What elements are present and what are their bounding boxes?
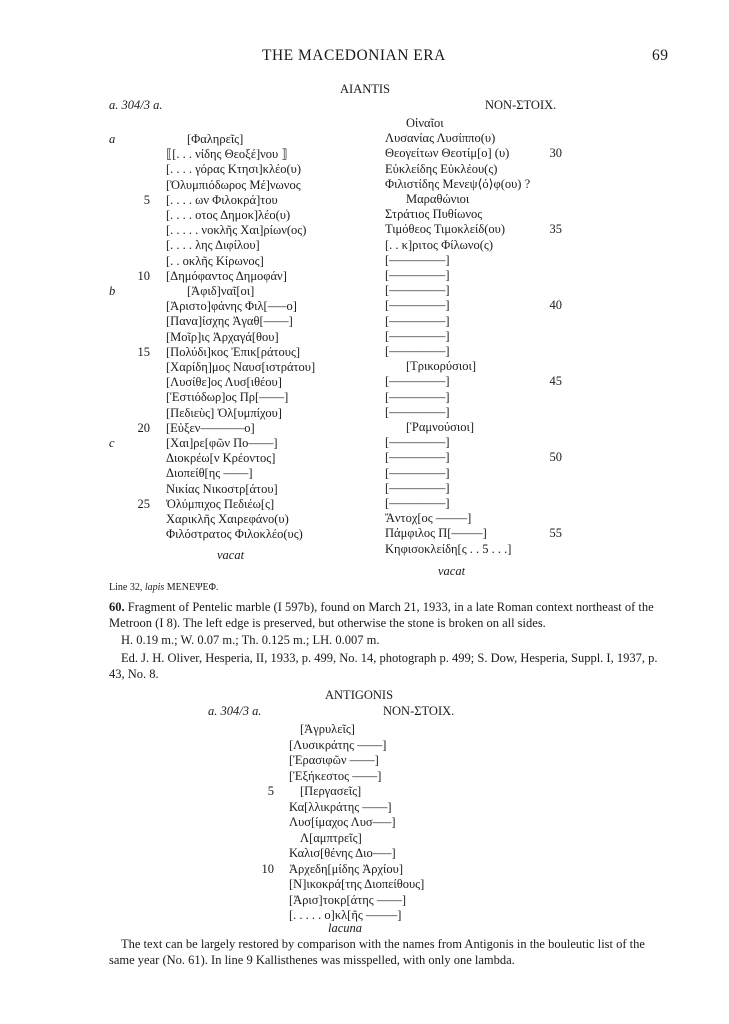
aiantis-title: AIANTIS — [340, 82, 390, 96]
running-title: THE MACEDONIAN ERA — [262, 47, 446, 64]
inscription-line: [Ἀφιδ]ναῖ[οι] — [187, 284, 255, 298]
inscription-line: ⟦[. . . νίδης Θεοξέ]νου ⟧ — [166, 147, 288, 162]
entry-dimensions: H. 0.19 m.; W. 0.07 m.; Th. 0.125 m.; LH. 0.007 m. — [121, 633, 380, 647]
line-number: 35 — [549, 222, 562, 237]
inscription-line: [. . . . . ο]κλ[ῆς –––––] — [289, 908, 402, 922]
inscription-line: [Ἐρασιφῶν ––––] — [289, 753, 379, 767]
inscription-line: [–––––––––] — [385, 328, 450, 343]
inscription-line: Ἀρχεδη[μίδης Ἀρχίου] — [289, 861, 403, 876]
inscription-line: [–––––––––] — [385, 283, 450, 298]
line-number: 55 — [549, 526, 562, 541]
antigonis-title: ANTIGONIS — [325, 688, 394, 702]
inscription-line: [Ἀρισ]τοκρ[άτης ––––] — [289, 892, 407, 907]
line-number: 15 — [137, 344, 150, 359]
line-number: 40 — [549, 298, 562, 313]
line-number: 50 — [549, 450, 562, 465]
inscription-line: [. . κ]ριτος Φίλωνο(ς) — [385, 237, 494, 252]
inscription-line: Χαρικλῆς Χαιρεφάνο(υ) — [166, 512, 289, 526]
inscription-line: Πάμφιλος Π[–––––] — [385, 526, 487, 541]
inscription-line: Νικίας Νικοστρ[άτου] — [166, 481, 278, 496]
inscription-line: [–––––––––] — [385, 389, 450, 404]
inscription-line: [Ἑστιόδωρ]ος Πρ[––––] — [166, 390, 289, 405]
inscription-line: [Πανα]ίσχης Ἀγαθ[––––] — [166, 314, 293, 329]
inscription-line: [–––––––––] — [385, 252, 450, 267]
inscription-line: [–––––––––] — [385, 404, 450, 419]
inscription-line: [Ὀλυμπιόδωρος Μέ]νωνος — [166, 177, 301, 192]
inscription-line: [Δημόφαντος Δημοφάν] — [166, 268, 287, 283]
closing-commentary: The text can be largely restored by comparison with the names from Antigonis in the bouleutic list of the same year (No. 61). In line 9 Kallisthenes was misspelled, with only one lambda. — [109, 937, 645, 967]
inscription-line: [. . . . γόρας Κτησι]κλέο(υ) — [166, 162, 302, 177]
inscription-line: [–––––––––] — [385, 465, 450, 480]
aiantis-date: a. 304/3 a. — [109, 98, 163, 112]
inscription-line: [–––––––––] — [385, 450, 450, 465]
section-letter: c — [109, 436, 115, 450]
deme-heading: [Περγασεῖς] — [300, 784, 362, 798]
inscription-line: [Χαι]ρε[φῶν Πο––––] — [166, 436, 278, 450]
inscription-line: [. . . . λης Διφίλου] — [166, 238, 260, 253]
aiantis-stoich: NON-ΣΤΟΙΧ. — [485, 98, 557, 112]
inscription-line: [Ἀριστο]φάνης Φιλ[–––ο] — [166, 299, 297, 314]
inscription-line: Λυσ[ίμαχος Λυσ–––] — [289, 815, 396, 829]
inscription-line: [. . . . οτος Δημοκ]λέο(υ) — [166, 208, 291, 222]
inscription-line: [Φαληρεῖς] — [187, 132, 244, 146]
inscription-line: Διοκρέω[ν Κρέοντος] — [166, 451, 276, 466]
inscription-line: [Ν]ικοκρά[της Διοπείθους] — [289, 877, 425, 891]
inscription-line: Καλισ[θένης Διο–––] — [289, 846, 396, 860]
inscription-line: [–––––––––] — [385, 344, 450, 358]
inscription-line: [Λυσικράτης ––––] — [289, 737, 387, 752]
deme-heading: Λ[αμπτρεῖς] — [300, 830, 362, 845]
deme-heading: [Τρικορύσιοι] — [406, 359, 476, 374]
inscription-line: Λυσανίας Λυσίππο(υ) — [385, 131, 496, 146]
line-number: 5 — [267, 784, 274, 798]
deme-heading: [Ἀγρυλεῖς] — [300, 722, 355, 736]
inscription-line: [–––––––––] — [385, 313, 450, 328]
antigonis-stoich: NON-ΣΤΟΙΧ. — [383, 704, 455, 718]
inscription-line: [Πολύδι]κος Ἐπικ[ράτους] — [166, 344, 301, 359]
section-letter: a — [109, 132, 116, 146]
line-number: 20 — [137, 420, 150, 435]
section-letter: b — [109, 284, 116, 298]
inscription-line: [–––––––––] — [385, 268, 450, 282]
antigonis-date: a. 304/3 a. — [208, 704, 262, 718]
deme-heading: [Ῥαμνούσιοι] — [406, 420, 475, 434]
inscription-line: Διοπείθ[ης ––––] — [166, 466, 253, 481]
deme-heading: Οἰναῖοι — [406, 116, 444, 130]
inscription-line: Φιλόστρατος Φιλοκλέο(υς) — [166, 527, 303, 542]
line-number: 5 — [143, 192, 150, 207]
inscription-line: Ὀλύμπιχος Πεδιέω[ς] — [166, 496, 275, 511]
line-number: 10 — [261, 861, 274, 876]
inscription-line: Στράτιος Πυθίωνος — [385, 207, 483, 222]
line-number: 45 — [549, 374, 562, 389]
lacuna-label: lacuna — [328, 921, 363, 935]
inscription-line: Τιμόθεος Τιμοκλείδ(ου) — [385, 222, 505, 237]
inscription-line: Ἄντοχ[ος –––––] — [385, 511, 472, 526]
inscription-line: Κηφισοκλείδη[ς . . 5 . . .] — [385, 541, 512, 556]
inscription-line: [–––––––––] — [385, 496, 450, 510]
inscription-line: [. . οκλῆς Κίρωνος] — [166, 253, 264, 268]
inscription-line: [. . . . ων Φιλοκρά]του — [166, 192, 278, 207]
entry-description: 60. Fragment of Pentelic marble (I 597b), found on March 21, 1933, in a late Roman context northeast of the Metroon (I 8). The left edge is preserved, but otherwise the stone is broken on all sides. — [109, 600, 654, 630]
line-number: 25 — [137, 496, 150, 511]
left-vacat: vacat — [217, 548, 245, 562]
inscription-line: [Μοῖρ]ις Ἀρχαγά[θου] — [166, 329, 279, 344]
entry-editions: Ed. J. H. Oliver, Hesperia, II, 1933, p. 499, No. 14, photograph p. 499; S. Dow, Hesperia, Suppl. I, 1937, p. 43, No. 8. — [109, 651, 658, 681]
page-number: 69 — [652, 47, 669, 64]
inscription-line: [. . . . . νοκλῆς Χαι]ρίων(ος) — [166, 223, 307, 238]
apparatus-note: Line 32, lapis ΜΕΝΕΨΕΦ. — [109, 582, 219, 593]
deme-heading: Μαραθώνιοι — [406, 192, 470, 206]
line-number: 10 — [137, 268, 150, 283]
inscription-line: Θεογείτων Θεοτίμ[ο] (υ) — [385, 146, 510, 161]
right-vacat: vacat — [438, 564, 466, 578]
inscription-line: [Χαρίδη]μος Ναυσ[ιστράτου] — [166, 360, 316, 374]
inscription-line: [Λυσίθε]ος Λυσ[ιθέου] — [166, 375, 282, 390]
line-number: 30 — [549, 146, 562, 161]
inscription-line: Εὐκλείδης Εὐκλέου(ς) — [385, 161, 498, 176]
inscription-line: [Ἐξήκεστος ––––] — [289, 768, 382, 783]
inscription-line: [–––––––––] — [385, 480, 450, 495]
inscription-line: [–––––––––] — [385, 435, 450, 450]
inscription-line: Κα[λλικράτης ––––] — [289, 799, 392, 814]
inscription-line: [Εὐξεν–––––––ο] — [166, 420, 255, 435]
inscription-line: [–––––––––] — [385, 374, 450, 389]
inscription-line: Φιλιστίδης Μενεψ⟨ό⟩φ(ου) ? — [385, 176, 531, 191]
inscription-line: [Πεδιεὺς] Ὀλ[υμπίχου] — [166, 405, 282, 420]
inscription-line: [–––––––––] — [385, 298, 450, 313]
